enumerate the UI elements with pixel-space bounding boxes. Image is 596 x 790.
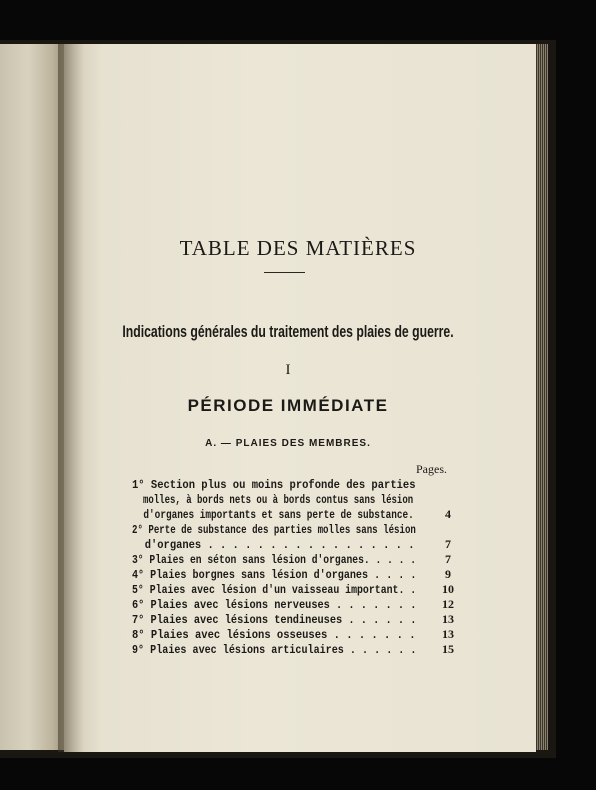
part-numeral: I <box>285 362 291 378</box>
toc-entry-page: 7 <box>445 552 451 566</box>
page-title: TABLE DES MATIÈRES <box>179 236 417 260</box>
toc-entry-line: 8° Plaies avec lésions osseuses . . . . . . . <box>132 629 416 642</box>
toc-entry-line: molles, à bords nets ou à bords contus sans lésion <box>142 494 414 507</box>
toc-entry-line: 4° Plaies borgnes sans lésion d'organes . . . . <box>132 569 417 582</box>
toc-entry <box>132 628 452 643</box>
toc-entry-line: 6° Plaies avec lésions nerveuses . . . . . . . <box>132 599 417 612</box>
toc-entry <box>132 643 452 658</box>
toc-entry <box>132 583 452 598</box>
toc-entries <box>132 478 452 658</box>
toc-entry-page: 10 <box>442 582 454 596</box>
toc-entry-page: 9 <box>445 567 451 581</box>
toc-entry-page: 4 <box>445 507 451 521</box>
toc-entry-line: d'organes . . . . . . . . . . . . . . . . . <box>144 539 415 552</box>
toc-entry-page: 7 <box>445 537 451 551</box>
toc-entry <box>132 553 452 568</box>
toc-entry <box>132 613 452 628</box>
toc-entry <box>132 478 452 523</box>
period-heading: PÉRIODE IMMÉDIATE <box>187 396 389 415</box>
title-divider <box>264 272 305 273</box>
toc-entry-line: 2° Perte de substance des parties molles sans lésion <box>132 524 416 537</box>
toc-entry <box>132 568 452 583</box>
toc-entry-line: 9° Plaies avec lésions articulaires . . . . . . <box>132 644 417 657</box>
toc-entry-line: 5° Plaies avec lésion d'un vaisseau important. . <box>132 584 417 597</box>
toc-entry <box>132 598 452 613</box>
toc-entry-line: 1° Section plus ou moins profonde des parties <box>132 479 416 492</box>
toc-entry <box>132 523 452 553</box>
subtitle: Indications générales du traitement des plaies de guerre. <box>122 322 454 341</box>
section-heading: A. — PLAIES DES MEMBRES. <box>205 438 371 449</box>
toc-entry-page: 15 <box>442 642 454 656</box>
pages-column-label: Pages. <box>416 462 447 476</box>
toc-entry-page: 13 <box>442 627 454 641</box>
toc-entry-line: 3° Plaies en séton sans lésion d'organes. . . . . <box>132 554 417 567</box>
toc-entry-page: 12 <box>442 597 454 611</box>
toc-entry-page: 13 <box>442 612 454 626</box>
toc-entry-line: d'organes importants et sans perte de substance. <box>143 509 414 522</box>
toc-entry-line: 7° Plaies avec lésions tendineuses . . . . . . <box>132 614 417 627</box>
